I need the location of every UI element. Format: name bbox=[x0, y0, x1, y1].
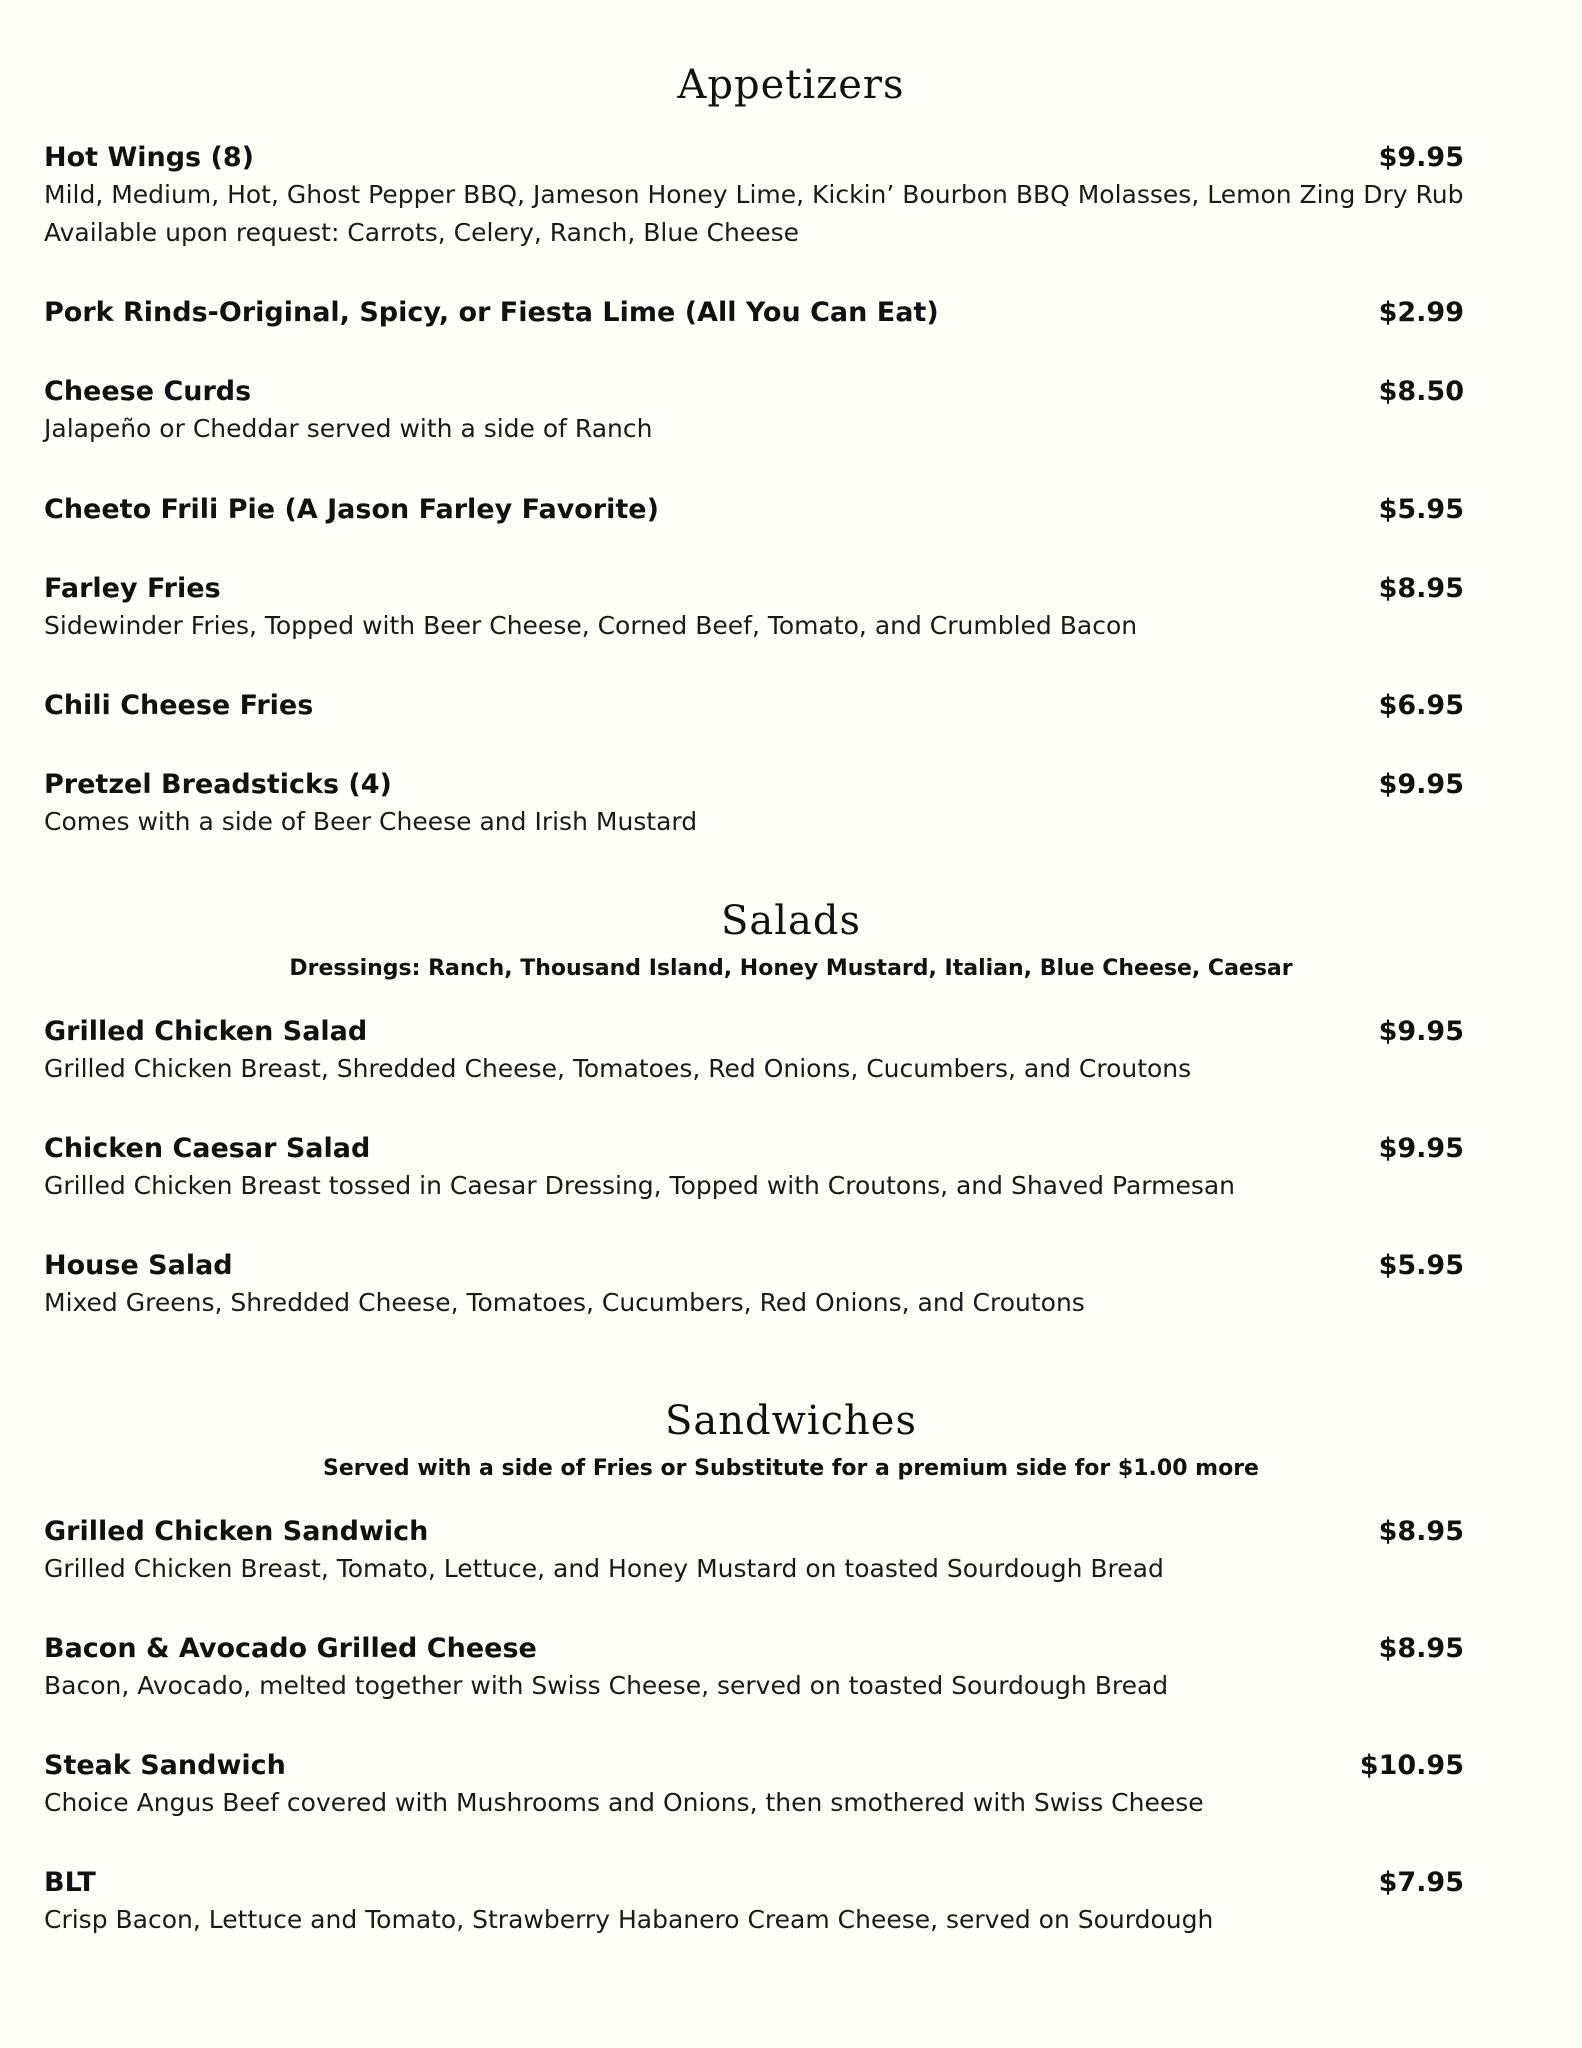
menu-item bbox=[44, 492, 1464, 528]
item-description: Grilled Chicken Breast tossed in Caesar Dressing, Topped with Croutons, and Shaved Parmesan bbox=[44, 1171, 1236, 1200]
menu-item bbox=[44, 688, 1464, 724]
item-price: $8.95 bbox=[1378, 1516, 1464, 1547]
menu-item bbox=[44, 1014, 1464, 1088]
item-description: Bacon, Avocado, melted together with Swiss Cheese, served on toasted Sourdough Bread bbox=[44, 1671, 1169, 1700]
item-description: Mixed Greens, Shredded Cheese, Tomatoes, Cucumbers, Red Onions, and Croutons bbox=[44, 1288, 1085, 1317]
item-name: Farley Fries bbox=[44, 573, 221, 604]
appetizers-heading: Appetizers bbox=[677, 62, 905, 108]
item-price: $7.95 bbox=[1378, 1867, 1464, 1898]
menu-item bbox=[44, 295, 1464, 331]
item-description: Grilled Chicken Breast, Tomato, Lettuce, and Honey Mustard on toasted Sourdough Bread bbox=[44, 1554, 1164, 1583]
sandwiches-side-note: Served with a side of Fries or Substitute for a premium side for $1.00 more bbox=[323, 1456, 1259, 1481]
item-price: $6.95 bbox=[1378, 690, 1464, 721]
item-name: Pork Rinds-Original, Spicy, or Fiesta Lime (All You Can Eat) bbox=[44, 297, 939, 328]
item-price: $9.95 bbox=[1378, 1133, 1464, 1164]
menu-item bbox=[44, 374, 1464, 448]
menu-item bbox=[44, 140, 1464, 252]
item-description: Sidewinder Fries, Topped with Beer Cheese, Corned Beef, Tomato, and Crumbled Bacon bbox=[44, 611, 1138, 640]
sandwiches-heading: Sandwiches bbox=[664, 1398, 917, 1444]
item-price: $5.95 bbox=[1378, 494, 1464, 525]
item-price: $9.95 bbox=[1378, 1016, 1464, 1047]
item-name: Hot Wings (8) bbox=[44, 142, 254, 173]
item-name: BLT bbox=[44, 1867, 96, 1898]
item-name: Bacon & Avocado Grilled Cheese bbox=[44, 1633, 537, 1664]
item-description: Crisp Bacon, Lettuce and Tomato, Strawberry Habanero Cream Cheese, served on Sourdough bbox=[44, 1905, 1214, 1934]
menu-item bbox=[44, 1131, 1464, 1205]
item-description: Available upon request: Carrots, Celery, Ranch, Blue Cheese bbox=[44, 218, 800, 247]
item-name: Cheeto Frili Pie (A Jason Farley Favorite) bbox=[44, 494, 659, 525]
item-name: Chicken Caesar Salad bbox=[44, 1133, 371, 1164]
item-description: Comes with a side of Beer Cheese and Irish Mustard bbox=[44, 807, 698, 836]
item-description: Mild, Medium, Hot, Ghost Pepper BBQ, Jameson Honey Lime, Kickin’ Bourbon BBQ Molasses, Lemon Zing Dry Rub bbox=[44, 180, 1464, 209]
item-description: Choice Angus Beef covered with Mushrooms and Onions, then smothered with Swiss Cheese bbox=[44, 1788, 1204, 1817]
item-price: $9.95 bbox=[1378, 142, 1464, 173]
salads-heading: Salads bbox=[720, 898, 862, 944]
item-name: Cheese Curds bbox=[44, 376, 252, 407]
item-price: $9.95 bbox=[1378, 769, 1464, 800]
item-price: $5.95 bbox=[1378, 1250, 1464, 1281]
item-name: House Salad bbox=[44, 1250, 233, 1281]
menu-item bbox=[44, 1514, 1464, 1588]
menu-item bbox=[44, 1865, 1464, 1939]
item-price: $8.95 bbox=[1378, 573, 1464, 604]
menu-item bbox=[44, 1248, 1464, 1322]
menu-item bbox=[44, 767, 1464, 841]
menu-item bbox=[44, 571, 1464, 645]
item-description: Jalapeño or Cheddar served with a side of Ranch bbox=[44, 414, 653, 443]
salads-dressings-note: Dressings: Ranch, Thousand Island, Honey Mustard, Italian, Blue Cheese, Caesar bbox=[289, 956, 1293, 981]
item-price: $10.95 bbox=[1359, 1750, 1464, 1781]
menu-item bbox=[44, 1748, 1464, 1822]
item-description: Grilled Chicken Breast, Shredded Cheese, Tomatoes, Red Onions, Cucumbers, and Croutons bbox=[44, 1054, 1192, 1083]
item-price: $2.99 bbox=[1378, 297, 1464, 328]
menu-item bbox=[44, 1631, 1464, 1705]
item-name: Pretzel Breadsticks (4) bbox=[44, 769, 392, 800]
item-name: Grilled Chicken Salad bbox=[44, 1016, 368, 1047]
item-name: Grilled Chicken Sandwich bbox=[44, 1516, 429, 1547]
item-price: $8.50 bbox=[1378, 376, 1464, 407]
item-price: $8.95 bbox=[1378, 1633, 1464, 1664]
item-name: Steak Sandwich bbox=[44, 1750, 286, 1781]
item-name: Chili Cheese Fries bbox=[44, 690, 314, 721]
